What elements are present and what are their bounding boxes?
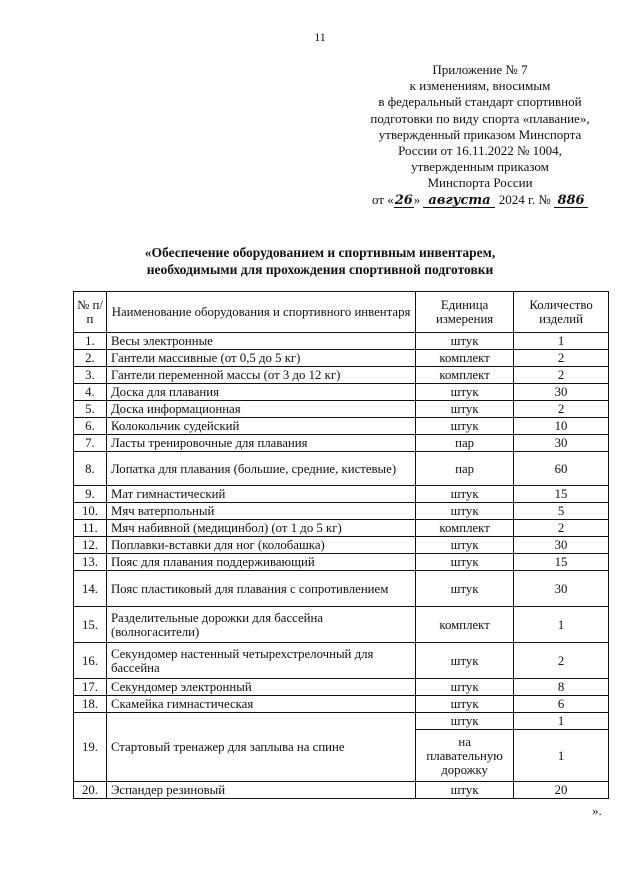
- row-unit: пар: [416, 435, 514, 452]
- row-num: 18.: [74, 696, 107, 713]
- row-num: 10.: [74, 503, 107, 520]
- row-num: 4.: [74, 384, 107, 401]
- row-qty: 30: [514, 435, 609, 452]
- table-row: [74, 782, 609, 799]
- row-unit: штук: [416, 503, 514, 520]
- row-name: Весы электронные: [106, 333, 415, 350]
- table-row: [74, 571, 609, 607]
- equipment-table: [73, 291, 609, 799]
- appendix-line: утвержденный приказом Минспорта: [378, 126, 582, 142]
- row-name: Гантели переменной массы (от 3 до 12 кг): [106, 367, 415, 384]
- row-name: Стартовый тренажер для заплыва на спине: [106, 713, 415, 782]
- row-qty: 30: [514, 537, 609, 554]
- row-qty: 15: [514, 486, 609, 503]
- row-name: Гантели массивные (от 0,5 до 5 кг): [106, 350, 415, 367]
- row-name: Секундомер настенный четырехстрелочный для бассейна: [106, 643, 415, 679]
- row-qty: 60: [514, 452, 609, 486]
- row-unit: штук: [416, 554, 514, 571]
- appendix-line: утвержденным приказом: [411, 159, 549, 175]
- row-qty: 6: [514, 696, 609, 713]
- row-name: Поплавки-вставки для ног (колобашка): [106, 537, 415, 554]
- table-row: [74, 696, 609, 713]
- row-qty: 2: [514, 520, 609, 537]
- closing-quote: ».: [592, 803, 602, 818]
- row-name: Секундомер электронный: [106, 679, 415, 696]
- row-num: 3.: [74, 367, 107, 384]
- appendix-block: [330, 62, 630, 208]
- row-unit: пар: [416, 452, 514, 486]
- row-num: 14.: [74, 571, 107, 607]
- row-unit: штук: [416, 333, 514, 350]
- row-qty: 1: [514, 713, 609, 730]
- row-num: 6.: [74, 418, 107, 435]
- row-name: Мат гимнастический: [106, 486, 415, 503]
- date-prefix: от «: [371, 191, 394, 207]
- row-name: Доска для плавания: [106, 384, 415, 401]
- row-unit: комплект: [416, 607, 514, 643]
- table-row: [74, 607, 609, 643]
- row-qty: 10: [514, 418, 609, 435]
- table-row: [74, 350, 609, 367]
- handwritten-day: 26: [394, 192, 413, 208]
- order-date-line: [330, 192, 630, 208]
- row-unit: штук: [416, 643, 514, 679]
- row-name: Колокольчик судейский: [106, 418, 415, 435]
- row-unit: штук: [416, 401, 514, 418]
- header-qty: Количество изделий: [514, 292, 609, 333]
- row-name: Лопатка для плавания (большие, средние, кистевые): [106, 452, 415, 486]
- row-num: 2.: [74, 350, 107, 367]
- handwritten-month: августа: [423, 194, 495, 208]
- row-qty: 20: [514, 782, 609, 799]
- table-row: [74, 384, 609, 401]
- table-row: [74, 333, 609, 350]
- row-num: 19.: [74, 713, 107, 782]
- row-qty: 2: [514, 350, 609, 367]
- row-num: 11.: [74, 520, 107, 537]
- section-heading: [110, 244, 530, 278]
- appendix-line: к изменениям, вносимым: [409, 78, 551, 94]
- row-name: Разделительные дорожки для бассейна (волногасители): [106, 607, 415, 643]
- date-mid: »: [413, 191, 421, 207]
- row-num: 9.: [74, 486, 107, 503]
- row-name: Ласты тренировочные для плавания: [106, 435, 415, 452]
- table-row: [74, 503, 609, 520]
- table-row: [74, 435, 609, 452]
- row-unit: штук: [416, 782, 514, 799]
- row-unit: штук: [416, 537, 514, 554]
- header-unit: Единица измерения: [416, 292, 514, 333]
- row-name: Эспандер резиновый: [106, 782, 415, 799]
- row-num: 13.: [74, 554, 107, 571]
- row-num: 17.: [74, 679, 107, 696]
- row-num: 16.: [74, 643, 107, 679]
- row-unit: штук: [416, 696, 514, 713]
- row-name: Мяч ватерпольный: [106, 503, 415, 520]
- row-qty: 1: [514, 607, 609, 643]
- row-num: 8.: [74, 452, 107, 486]
- appendix-line: Приложение № 7: [432, 62, 528, 77]
- row-unit: комплект: [416, 367, 514, 384]
- row-num: 12.: [74, 537, 107, 554]
- row-num: 20.: [74, 782, 107, 799]
- row-num: 5.: [74, 401, 107, 418]
- table-row: [74, 554, 609, 571]
- table-header-row: [74, 292, 609, 333]
- row-qty: 30: [514, 571, 609, 607]
- date-year: 2024 г. №: [498, 191, 551, 207]
- row-qty: 30: [514, 384, 609, 401]
- table-row: [74, 679, 609, 696]
- table-row: [74, 486, 609, 503]
- table-row: [74, 643, 609, 679]
- row-unit: комплект: [416, 520, 514, 537]
- row-num: 1.: [74, 333, 107, 350]
- row-qty: 15: [514, 554, 609, 571]
- row-unit: комплект: [416, 350, 514, 367]
- header-name: Наименование оборудования и спортивного инвентаря: [106, 292, 415, 333]
- handwritten-order-number: 886: [554, 194, 588, 208]
- row-name: Пояс для плавания поддерживающий: [106, 554, 415, 571]
- row-name: Доска информационная: [106, 401, 415, 418]
- table-row: [74, 367, 609, 384]
- row-unit: штук: [416, 571, 514, 607]
- row-unit: штук: [416, 418, 514, 435]
- row-qty: 2: [514, 401, 609, 418]
- table-row: [74, 537, 609, 554]
- row-unit: штук: [416, 679, 514, 696]
- heading-line: «Обеспечение оборудованием и спортивным инвентарем,: [144, 245, 496, 260]
- table-row: [74, 713, 609, 730]
- appendix-line: России от 16.11.2022 № 1004,: [398, 143, 562, 159]
- row-unit: на плавательную дорожку: [416, 730, 514, 782]
- header-num: № п/п: [74, 292, 107, 333]
- row-name: Скамейка гимнастическая: [106, 696, 415, 713]
- row-qty: 5: [514, 503, 609, 520]
- row-qty: 1: [514, 730, 609, 782]
- row-qty: 2: [514, 367, 609, 384]
- row-num: 7.: [74, 435, 107, 452]
- row-unit: штук: [416, 486, 514, 503]
- table-row: [74, 520, 609, 537]
- row-unit: штук: [416, 713, 514, 730]
- row-name: Пояс пластиковый для плавания с сопротивлением: [106, 571, 415, 607]
- row-qty: 1: [514, 333, 609, 350]
- table-row: [74, 401, 609, 418]
- row-name: Мяч набивной (медицинбол) (от 1 до 5 кг): [106, 520, 415, 537]
- table-row: [74, 418, 609, 435]
- table-row: [74, 452, 609, 486]
- row-qty: 2: [514, 643, 609, 679]
- row-unit: штук: [416, 384, 514, 401]
- appendix-line: подготовки по виду спорта «плавание»,: [370, 110, 590, 126]
- row-qty: 8: [514, 679, 609, 696]
- heading-line: необходимыми для прохождения спортивной подготовки: [146, 262, 494, 277]
- row-num: 15.: [74, 607, 107, 643]
- appendix-line: в федеральный стандарт спортивной: [378, 94, 582, 110]
- appendix-line: Минспорта России: [427, 175, 533, 191]
- page-number: 11: [314, 30, 326, 44]
